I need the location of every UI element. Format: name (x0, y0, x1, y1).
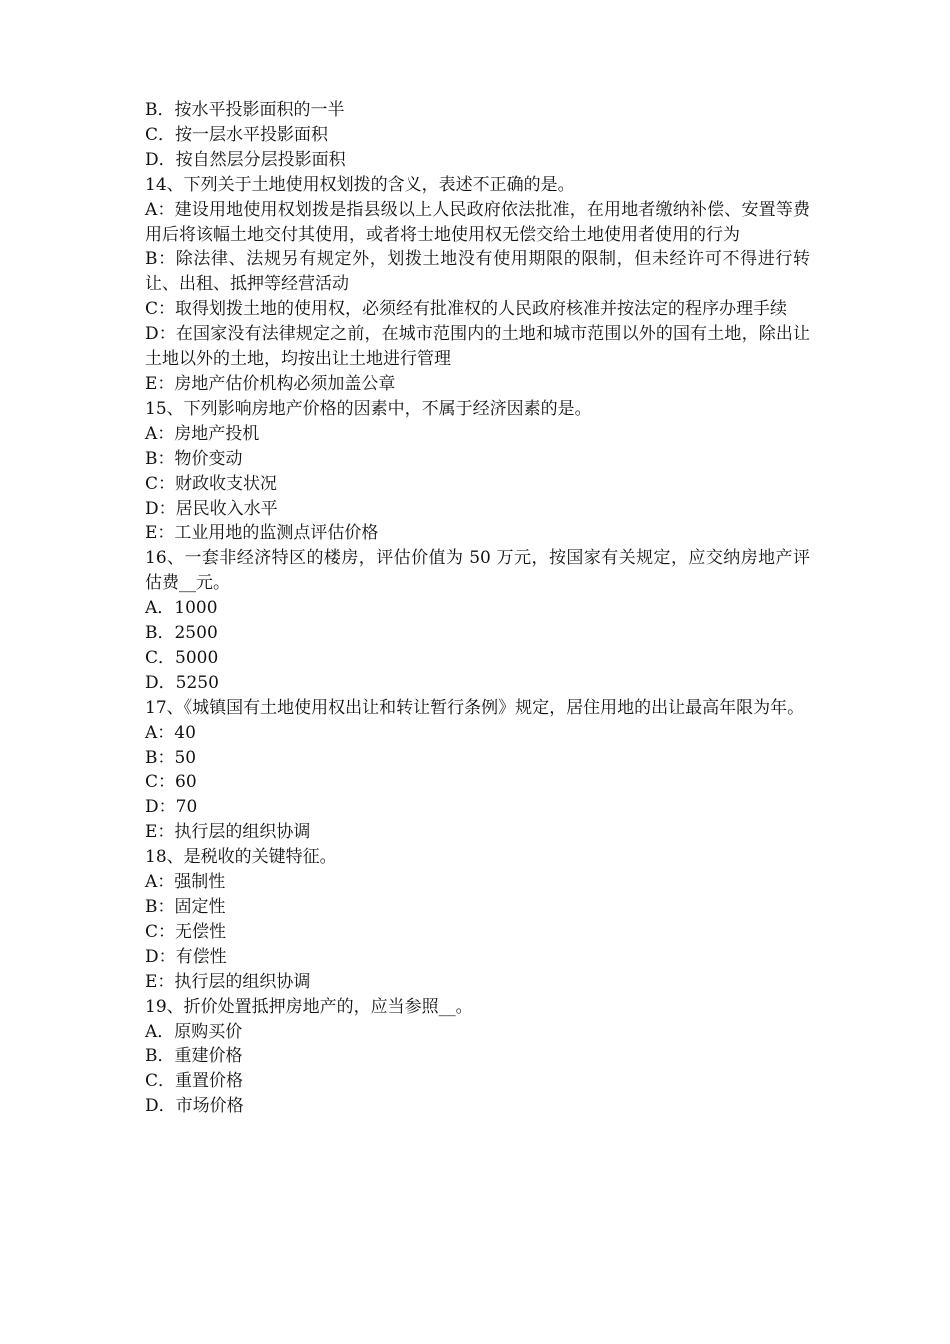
question-15: 15、下列影响房地产价格的因素中，不属于经济因素的是。 (145, 398, 592, 419)
question-14-option-c: C：取得划拨土地的使用权，必须经有批准权的人民政府核准并按法定的程序办理手续 (145, 299, 788, 320)
question-16-option-d: D．5250 (145, 672, 219, 693)
question-14-option-e: E：房地产估价机构必须加盖公章 (145, 373, 396, 394)
question-15-option-b: B：物价变动 (145, 448, 243, 469)
question-16-option-b: B．2500 (145, 623, 218, 644)
question-16: 16、一套非经济特区的楼房，评估价值为 50 万元，按国家有关规定，应交纳房地产评估费__元。 (145, 548, 810, 594)
question-19-option-b: B．重建价格 (145, 1046, 243, 1067)
question-17-option-d: D：70 (145, 797, 198, 818)
question-19-option-c: C．重置价格 (145, 1071, 244, 1092)
question-14-option-a: A：建设用地使用权划拨是指县级以上人民政府依法批准，在用地者缴纳补偿、安置等费用后将该幅土地交付其使用，或者将士地使用权无偿交给土地使用者使用的行为 (145, 199, 810, 245)
option-b-half-projection: B．按水平投影面积的一半 (145, 100, 345, 120)
question-18-option-d: D：有偿性 (145, 946, 227, 967)
question-14-option-b: B：除法律、法规另有规定外，划拨土地没有使用期限的限制，但未经许可不得进行转让、出租、抵押等经营活动 (145, 249, 810, 295)
question-14-option-d: D：在国家没有法律规定之前，在城市范围内的土地和城市范围以外的国有土地，除出让土地以外的土地，均按出让土地进行管理 (145, 324, 810, 370)
question-15-option-e: E：工业用地的监测点评估价格 (145, 523, 379, 544)
option-c-first-floor-projection: C．按一层水平投影面积 (145, 124, 329, 145)
question-18-option-e: E：执行层的组织协调 (145, 971, 311, 992)
question-16-option-c: C．5000 (145, 647, 219, 668)
document-page (145, 98, 810, 1119)
question-19: 19、折价处置抵押房地产的，应当参照__。 (145, 996, 473, 1017)
question-15-option-c: C：财政收支状况 (145, 473, 278, 494)
question-17-option-e: E：执行层的组织协调 (145, 822, 311, 843)
question-18-option-b: B：固定性 (145, 897, 226, 917)
question-19-option-a: A．原购买价 (145, 1021, 243, 1042)
question-16-option-a: A．1000 (145, 598, 218, 619)
question-14: 14、下列关于土地使用权划拨的含义，表述不正确的是。 (145, 174, 575, 195)
question-18-option-c: C：无偿性 (145, 921, 227, 942)
question-18: 18、是税收的关键特征。 (145, 847, 337, 868)
question-17-option-a: A：40 (145, 722, 196, 743)
question-15-option-a: A：房地产投机 (145, 423, 260, 444)
option-d-floor-by-floor-projection: D．按自然层分层投影面积 (145, 149, 346, 170)
question-17-option-b: B：50 (145, 747, 197, 768)
question-18-option-a: A：强制性 (145, 872, 226, 893)
question-17: 17、《城镇国有土地使用权出让和转让暂行条例》规定，居住用地的出让最高年限为年。 (145, 697, 805, 718)
question-17-option-c: C：60 (145, 772, 197, 793)
question-15-option-d: D：居民收入水平 (145, 498, 278, 519)
question-19-option-d: D．市场价格 (145, 1096, 244, 1117)
